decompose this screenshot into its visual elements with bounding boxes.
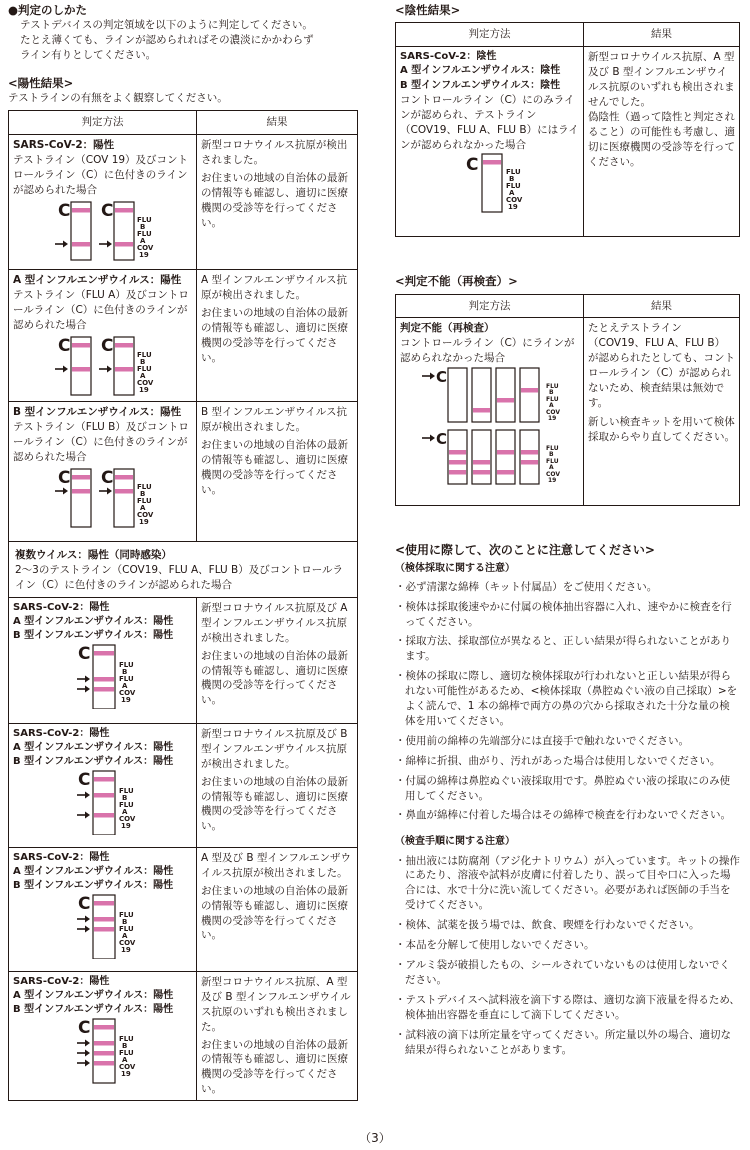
test-strip-figure [13,333,193,397]
notes-list-2 [395,854,740,1058]
strip-label: C [101,200,114,221]
row-advice: お住まいの地域の自治体の最新の情報等も確認し、適切に医療機関の受診等を行ってください。 [201,307,348,364]
notes-list-item: ・アルミ袋が破損したもの、シールされていないものは使用しないでください。 [395,959,730,986]
test-line [497,450,514,455]
strip-label: A [140,236,146,245]
strip-label: 19 [548,415,557,423]
strip-label: C [78,894,91,915]
strip-label: 19 [121,1070,131,1079]
row-method: コントロールライン（C）にラインが認められなかった場合 [400,337,575,365]
positive-table [8,110,358,1101]
strip-label: FLU [119,787,134,796]
row-title: A 型インフルエンザウイルス：陽性 [13,616,174,628]
row-advice: お住まいの地域の自治体の最新の情報等も確認し、適切に医療機関の受診等を行ってください。 [201,439,348,496]
strip-label: C [436,368,448,387]
table-row [9,597,358,723]
test-strip-figure [13,893,193,959]
test-strip [472,430,491,484]
test-line [94,1051,114,1056]
row-title: SARS-CoV-2：陽性 [13,851,110,863]
test-line [521,460,538,465]
strip-label: B [509,175,515,184]
test-line [94,1061,114,1066]
test-line [483,160,501,165]
table-row [9,402,358,542]
notes-list-item: ・必ず清潔な綿棒（キット付属品）をご使用ください。 [395,580,658,593]
test-line [94,901,114,906]
arrow-icon [85,686,90,693]
row-method: コントロールライン（C）にのみラインが認められ、テストライン（COV19、FLU A、FLU B）にはラインが認められなかった場合 [400,93,579,151]
notes-list-item: ・試料液の滴下は所定量を守ってください。所定量以外の場合、適切な結果が得られないことがあります。 [395,1028,731,1056]
strip-label: FLU [119,675,134,684]
strip-label: FLU [546,396,559,404]
strip-label: FLU [119,801,134,810]
test-line [72,475,90,480]
right-column [395,0,740,1062]
notes-list-item: ・綿棒に折損、曲がり、汚れがあった場合は使用しないでください。 [395,754,721,767]
test-line [72,489,90,494]
test-line [115,242,133,247]
row-title: SARS-CoV-2：陽性 [13,727,110,739]
arrow-icon [430,373,435,380]
multi-title: 複数ウイルス：陽性（同時感染） [15,549,172,562]
arrow-icon [85,792,90,799]
row-method: テストライン（FLU A）及びコントロールライン（C）に色付きのラインが認められた場合 [13,289,189,331]
test-line [521,388,538,393]
strip-label: B [122,1042,128,1051]
row-title: B 型インフルエンザウイルス：陰性 [400,79,561,91]
test-line [94,777,114,782]
test-line [449,460,466,465]
row-advice: 偽陰性（過って陰性と判定されること）の可能性も考慮し、適切に医療機関の受診等を行ってください。 [588,110,735,168]
strip-label: FLU [137,364,152,373]
strip-label: A [549,402,554,410]
row-result: 新型コロナウイルス抗原及び A 型インフルエンザウイルス抗原が検出されました。 [201,601,348,644]
test-line [449,470,466,475]
strip-label: FLU [546,458,559,466]
row-title: B 型インフルエンザウイルス：陽性 [13,406,182,419]
strip-label: B [122,668,128,677]
test-strip-figure [13,643,193,709]
row-advice: お住まいの地域の自治体の最新の情報等も確認し、適切に医療機関の受診等を行ってください。 [201,775,348,833]
strip-label: 19 [139,250,149,259]
notes-list-1 [395,580,740,824]
test-line [94,917,114,922]
strip-label: 19 [121,696,131,705]
test-line [115,208,133,213]
arrow-icon [85,676,90,683]
test-strip [520,430,539,484]
strip-label: B [122,794,128,803]
row-method: テストライン（FLU B）及びコントロールライン（C）に色付きのラインが認められた場合 [13,421,189,463]
strip-label: A [122,682,128,691]
col-result-header: 結果 [584,294,740,318]
test-line [94,813,114,818]
row-title: SARS-CoV-2：陽性 [13,601,110,613]
table-row [9,723,358,847]
strip-label: B [549,389,554,397]
negative-title: <陰性結果> [395,3,461,17]
col-method-header: 判定方法 [396,294,584,318]
strip-label: COV [119,1063,136,1072]
row-title: SARS-CoV-2：陽性 [13,975,110,987]
table-row [9,270,358,402]
notes-subtitle-2: （検査手順に関する注意） [395,836,515,848]
test-line [72,343,90,348]
notes-list-item: ・採取方法、採取部位が異なると、正しい結果が得られないことがあります。 [395,635,731,663]
test-line [473,470,490,475]
strip-label: FLU [506,168,521,177]
test-line [94,927,114,932]
howto-line: テストデバイスの判定領域を以下のように判定してください。 [20,19,313,32]
test-line [497,398,514,403]
row-title: A 型インフルエンザウイルス：陽性 [13,274,182,287]
strip-label: 19 [139,517,149,526]
test-line [94,1025,114,1030]
arrow-icon [63,365,68,372]
arrow-icon [63,487,68,494]
test-line [94,793,114,798]
strip-label: FLU [137,482,152,491]
strip-label: C [58,467,71,488]
table-row [9,135,358,270]
strip-label: FLU [506,182,521,191]
strip-label: C [466,155,479,176]
row-advice: お住まいの地域の自治体の最新の情報等も確認し、適切に医療機関の受診等を行ってください。 [201,884,348,942]
row-title: B 型インフルエンザウイルス：陽性 [13,756,174,768]
test-strip-figure [13,1017,193,1087]
strip-label: C [58,335,71,356]
strip-label: FLU [119,1049,134,1058]
strip-label: FLU [119,1035,134,1044]
positive-title: <陽性結果> [8,76,74,91]
arrow-icon [85,812,90,819]
strip-label: A [140,371,146,380]
row-advice: 新しい検査キットを用いて検体採取からやり直してください。 [588,415,735,443]
test-line [72,208,90,213]
page-number: （3） [359,1131,391,1145]
test-line [115,489,133,494]
strip-label: FLU [546,383,559,391]
row-title: A 型インフルエンザウイルス：陽性 [13,866,174,878]
howto-line: ライン有りとしてください。 [20,49,157,62]
col-method-header: 判定方法 [9,111,197,135]
test-line [94,1041,114,1046]
arrow-icon [430,435,435,442]
test-line [94,687,114,692]
test-strip [520,368,539,422]
col-result-header: 結果 [584,23,740,47]
row-title: SARS-CoV-2：陰性 [400,51,497,63]
test-strip [496,430,515,484]
arrow-icon [107,240,112,247]
multi-header-row [9,542,358,598]
arrow-icon [85,1040,90,1047]
row-advice: お住まいの地域の自治体の最新の情報等も確認し、適切に医療機関の受診等を行ってください。 [201,172,348,229]
table-row [9,847,358,971]
col-method-header: 判定方法 [396,23,584,47]
strip-label: COV [119,689,136,698]
row-advice: お住まいの地域の自治体の最新の情報等も確認し、適切に医療機関の受診等を行ってください。 [201,649,348,707]
strip-label: A [140,503,146,512]
strip-label: C [78,770,91,791]
strip-label: COV [137,378,154,387]
row-title: A 型インフルエンザウイルス：陰性 [400,65,561,77]
invalid-title: <判定不能（再検査）> [395,274,518,289]
test-strip-figure [13,198,193,262]
test-strip [472,368,491,422]
strip-label: FLU [137,350,152,359]
row-title: A 型インフルエンザウイルス：陽性 [13,990,174,1002]
strip-label: A [549,464,554,472]
strip-label: C [78,1018,91,1039]
col-result-header: 結果 [197,111,358,135]
row-title: B 型インフルエンザウイルス：陽性 [13,630,174,642]
strip-label: COV [119,815,136,824]
strip-label: FLU [137,215,152,224]
strip-label: COV [137,243,154,252]
strip-label: C [78,644,91,665]
row-title: B 型インフルエンザウイルス：陽性 [13,880,174,892]
test-line [521,450,538,455]
test-line [497,470,514,475]
test-line [94,651,114,656]
notes-title: <使用に際して、次のことに注意してください> [395,543,655,558]
arrow-icon [85,1050,90,1057]
row-advice: お住まいの地域の自治体の最新の情報等も確認し、適切に医療機関の受診等を行ってください。 [201,1038,348,1096]
row-result: 新型コロナウイルス抗原、A 型及び B 型インフルエンザウイルス抗原のいずれも検出されませんでした。 [588,51,735,108]
strip-label: C [58,200,71,221]
notes-subtitle-1: （検体採取に関する注意） [395,562,515,574]
howto-line: たとえ薄くても、ラインが認められればその濃淡にかかわらず [20,34,314,47]
strip-label: 19 [548,477,557,485]
arrow-icon [107,365,112,372]
row-result: たとえテストライン（COV19、FLU A、FLU B）が認められたとしても、コントロールライン（C）が認められないため、検査結果は無効です。 [588,322,735,409]
row-result: 新型コロナウイルス抗原が検出されました。 [201,139,348,167]
test-line [72,367,90,372]
test-strip-figure [13,769,193,835]
table-row [396,318,740,506]
invalid-table [395,294,740,507]
notes-list-item: ・抽出液には防腐剤（アジ化ナトリウム）が入っています。キットの操作にあたり、溶液や試料が皮膚に付着したり、誤って目や口に入った場合には、水で十分に洗い流してください。必要があれば医師の手当を受けてください。 [395,854,740,912]
strip-label: B [122,918,128,927]
table-row [9,971,358,1100]
arrow-icon [63,240,68,247]
invalid-strips-figure [400,366,580,490]
strip-label: FLU [546,445,559,453]
strip-label: B [140,489,146,498]
arrow-icon [85,916,90,923]
row-title: B 型インフルエンザウイルス：陽性 [13,1004,174,1016]
strip-label: A [122,932,128,941]
test-line [115,343,133,348]
strip-label: A [509,189,515,198]
strip-label: COV [506,196,523,205]
notes-list-item: ・鼻血が綿棒に付着した場合はその綿棒で検査を行わないでください。 [395,809,731,822]
test-line [115,475,133,480]
notes-list-item: ・検体の採取に際し、適切な検体採取が行われないと正しい結果が得られない可能性があるため、<検体採取（鼻腔ぬぐい液の自己採取）>をよく読んで、1 本の綿棒で両方の鼻の穴から採取された十分な量の検体を用いてください。 [395,670,738,727]
negative-table [395,22,740,237]
test-line [115,367,133,372]
table-row [396,47,740,237]
test-strip [496,368,515,422]
strip-label: C [436,430,448,449]
arrow-icon [85,926,90,933]
test-strip-figure [13,465,193,529]
row-method: テストライン（COV 19）及びコントロールライン（C）に色付きのラインが認められた場合 [13,154,189,196]
strip-label: B [140,222,146,231]
test-line [72,242,90,247]
arrow-icon [107,487,112,494]
left-column [8,0,358,1101]
multi-desc: 2～3のテストライン（COV19、FLU A、FLU B）及びコントロールライン（C）に色付きのラインが認められた場合 [15,564,344,591]
row-result: B 型インフルエンザウイルス抗原が検出されました。 [201,406,347,434]
row-result: 新型コロナウイルス抗原及び B 型インフルエンザウイルス抗原が検出されました。 [201,727,348,770]
notes-list-item: ・使用前の綿棒の先端部分には直接手で触れないでください。 [395,734,689,747]
strip-label: FLU [119,661,134,670]
strip-label: 19 [139,385,149,394]
strip-label: COV [119,939,136,948]
notes-list-item: ・本品を分解して使用しないでください。 [395,939,595,952]
strip-label: B [140,357,146,366]
notes-list-item: ・付属の綿棒は鼻腔ぬぐい液採取用です。鼻腔ぬぐい液の採取にのみ使用してください。 [395,774,731,802]
notes-list-item: ・テストデバイスへ試料液を滴下する際は、適切な滴下液量を得るため、検体抽出容器を垂直にして滴下してください。 [395,993,740,1021]
strip-label: FLU [137,496,152,505]
strip-label: B [549,451,554,459]
test-strip [448,430,467,484]
arrow-icon [85,1060,90,1067]
strip-label: C [101,335,114,356]
strip-label: COV [546,409,560,417]
howto-text [8,18,358,63]
strip-label: FLU [119,911,134,920]
row-title: SARS-CoV-2：陽性 [13,139,115,152]
test-line [449,450,466,455]
strip-label: 19 [121,822,131,831]
strip-label: COV [137,510,154,519]
strip-label: COV [546,471,560,479]
test-strip-figure [400,152,580,214]
test-line [94,677,114,682]
notes-list-item: ・検体、試薬を扱う場では、飲食、喫煙を行わないでください。 [395,919,700,932]
row-result: 新型コロナウイルス抗原、A 型及び B 型インフルエンザウイルス抗原のいずれも検出されました。 [201,975,351,1033]
strip-label: C [101,467,114,488]
strip-label: A [122,808,128,817]
test-line [473,408,490,413]
strip-label: A [122,1056,128,1065]
test-strip [448,368,467,422]
row-title: A 型インフルエンザウイルス：陽性 [13,742,174,754]
strip-label: FLU [137,229,152,238]
row-title: 判定不能（再検査） [400,322,495,335]
strip-label: 19 [508,203,518,212]
strip-label: 19 [121,946,131,955]
howto-title: ●判定のしかた [8,3,88,17]
strip-label: FLU [119,925,134,934]
notes-list-item: ・検体は採取後速やかに付属の検体抽出容器に入れ、速やかに検査を行ってください。 [395,600,732,628]
row-result: A 型インフルエンザウイルス抗原が検出されました。 [201,274,347,302]
test-line [473,460,490,465]
positive-intro: テストラインの有無をよく観察してください。 [8,92,228,105]
row-result: A 型及び B 型インフルエンザウイルス抗原が検出されました。 [201,851,351,879]
